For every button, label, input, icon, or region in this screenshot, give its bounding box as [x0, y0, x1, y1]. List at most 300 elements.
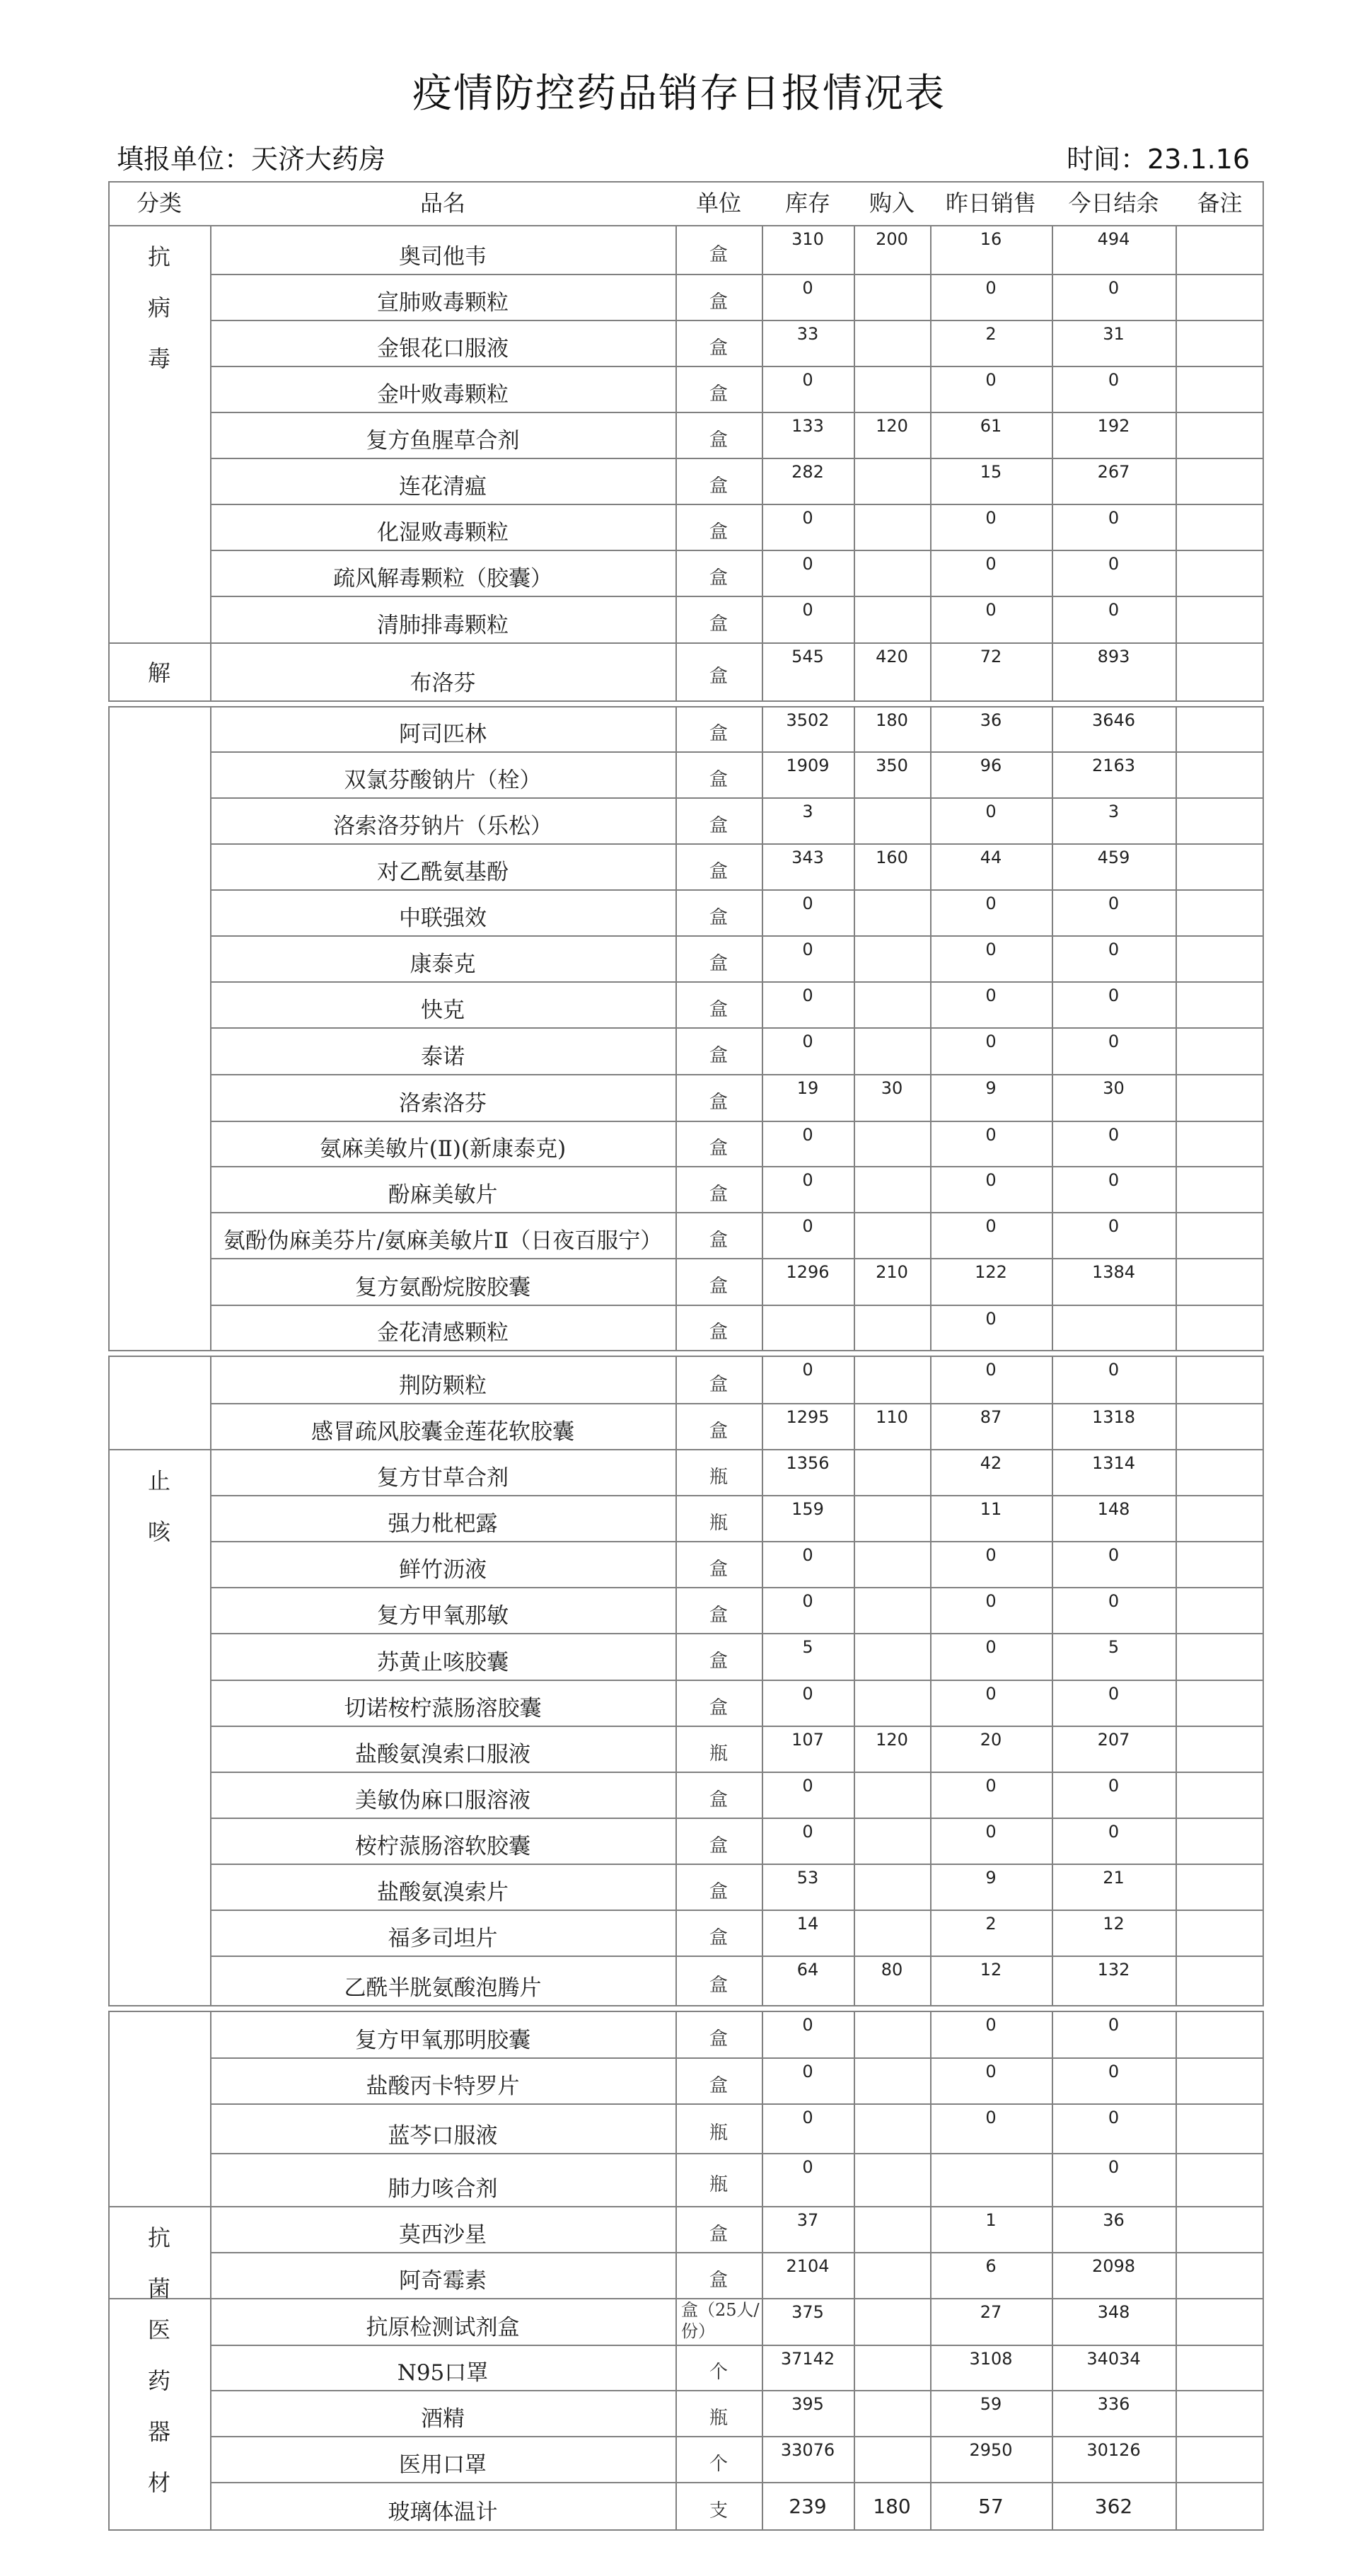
balance-value: 21	[1103, 1868, 1125, 1888]
grid-line	[210, 889, 1264, 891]
category-char: 药	[147, 2367, 170, 2394]
unit-cell: 盒	[709, 1420, 728, 1442]
drug-name: 阿司匹林	[399, 722, 487, 747]
category-char: 器	[147, 2418, 170, 2445]
category-char: 医	[147, 2316, 170, 2343]
drug-name: 切诺桉柠蒎肠溶胶囊	[344, 1696, 542, 1721]
purchase-value: 210	[876, 1262, 908, 1282]
sold-value: 0	[985, 1360, 997, 1380]
drug-name: 桉柠蒎肠溶软胶囊	[355, 1834, 530, 1859]
sold-value: 0	[985, 1545, 997, 1565]
unit-cell: 盒	[709, 521, 728, 543]
grid-line	[210, 366, 1264, 367]
balance-value: 34034	[1086, 2349, 1141, 2369]
sold-value: 12	[980, 1960, 1002, 1980]
unit-cell: 盒	[709, 952, 728, 974]
sold-value: 0	[985, 1032, 997, 1051]
grid-line	[210, 550, 1264, 551]
unit-cell: 瓶	[709, 1466, 728, 1488]
drug-name: 盐酸氨溴索片	[377, 1880, 509, 1905]
balance-value: 1314	[1091, 1453, 1136, 1473]
category-char: 毒	[147, 345, 170, 372]
drug-name: 蓝芩口服液	[388, 2123, 498, 2149]
sold-value: 9	[985, 1078, 997, 1098]
sold-value: 20	[980, 1730, 1002, 1750]
unit-cell: 盒	[709, 768, 728, 790]
grid-line	[210, 1864, 1264, 1865]
balance-value: 0	[1108, 2157, 1120, 2177]
drug-name: 医用口罩	[399, 2452, 487, 2478]
sold-value: 2	[985, 324, 997, 344]
balance-value: 3	[1108, 802, 1120, 821]
drug-name: 连花清瘟	[399, 474, 487, 499]
balance-value: 192	[1097, 416, 1130, 436]
sold-value: 11	[980, 1499, 1002, 1519]
sold-value: 0	[985, 2108, 997, 2127]
stock-value: 0	[802, 894, 813, 913]
stock-value: 0	[802, 2062, 813, 2081]
balance-value: 0	[1108, 1125, 1120, 1145]
sold-value: 0	[985, 2062, 997, 2081]
grid-line	[210, 843, 1264, 845]
drug-name: 玻璃体温计	[388, 2500, 498, 2525]
unit-cell: 盒（25人/份）	[681, 2300, 760, 2341]
drug-name: 强力枇杷露	[388, 1511, 498, 1537]
grid-line	[210, 1726, 1264, 1727]
grid-line	[210, 1633, 1264, 1634]
stock-value: 19	[796, 1078, 819, 1098]
grid-line	[210, 1495, 1264, 1496]
stock-value: 0	[802, 600, 813, 620]
grid-line	[210, 274, 1264, 275]
drug-name: N95口罩	[397, 2360, 489, 2386]
stock-value: 0	[802, 2108, 813, 2127]
sold-value: 0	[985, 1216, 997, 1236]
stock-value: 159	[791, 1499, 824, 1519]
sold-value: 0	[985, 600, 997, 620]
unit-cell: 盒	[709, 1373, 728, 1395]
stock-value: 0	[802, 1776, 813, 1796]
sold-value: 0	[985, 370, 997, 390]
sold-value: 0	[985, 1170, 997, 1190]
balance-value: 1318	[1091, 1407, 1136, 1427]
sold-value: 0	[985, 1684, 997, 1704]
grid-line	[210, 935, 1264, 937]
drug-name: 氨酚伪麻美芬片/氨麻美敏片Ⅱ（日夜百服宁）	[223, 1228, 663, 1254]
drug-name: 阿奇霉素	[399, 2268, 487, 2294]
sold-value: 57	[978, 2494, 1004, 2518]
unit-cell: 瓶	[709, 1743, 728, 1764]
unit-cell: 盒	[709, 383, 728, 405]
grid-line	[210, 2153, 1264, 2154]
sold-value: 0	[985, 1776, 997, 1796]
header-category: 分类	[136, 190, 182, 216]
drug-name: 复方氨酚烷胺胶囊	[355, 1275, 530, 1300]
grid-line	[854, 225, 855, 700]
grid-line	[108, 2206, 1264, 2207]
stock-value: 37	[796, 2210, 819, 2230]
balance-value: 893	[1097, 647, 1130, 666]
unit-cell: 盒	[709, 1835, 728, 1856]
drug-name: 复方甲氧那明胶囊	[355, 2028, 530, 2053]
drug-name: 福多司坦片	[388, 1926, 498, 1951]
unit-cell: 盒	[709, 1927, 728, 1948]
sold-value: 0	[985, 278, 997, 298]
header-sold-yesterday: 昨日销售	[945, 190, 1036, 216]
sold-value: 9	[985, 1868, 997, 1888]
grid-line	[210, 2252, 1264, 2253]
grid-line	[210, 2057, 1264, 2059]
stock-value: 1909	[786, 756, 830, 775]
header-unit: 单位	[695, 190, 741, 216]
purchase-value: 180	[876, 710, 908, 730]
drug-name: 乙酰半胱氨酸泡腾片	[344, 1975, 542, 2001]
grid-line	[210, 1910, 1264, 1911]
sold-value: 16	[980, 229, 1002, 249]
unit-cell: 瓶	[709, 2407, 728, 2429]
drug-name: 宣肺败毒颗粒	[377, 290, 509, 316]
unit-cell: 支	[709, 2500, 728, 2522]
header-stock: 库存	[784, 190, 830, 216]
sold-value: 0	[985, 508, 997, 528]
stock-value: 282	[791, 462, 824, 482]
balance-value: 0	[1108, 600, 1120, 620]
drug-name: 氨麻美敏片(Ⅱ)(新康泰克)	[319, 1136, 567, 1162]
balance-value: 0	[1108, 2108, 1120, 2127]
unit-cell: 盒	[709, 1276, 728, 1297]
stock-value: 375	[791, 2302, 824, 2322]
stock-value: 1356	[786, 1453, 830, 1473]
purchase-value: 110	[876, 1407, 908, 1427]
drug-name: 清肺排毒颗粒	[377, 613, 509, 638]
category-char: 菌	[147, 2275, 170, 2302]
balance-value: 0	[1108, 1032, 1120, 1051]
category-char: 止	[147, 1467, 170, 1494]
stock-value: 107	[791, 1730, 824, 1750]
stock-value: 3	[802, 802, 813, 821]
balance-value: 494	[1097, 229, 1130, 249]
stock-value: 64	[796, 1960, 819, 1980]
drug-name: 对乙酰氨基酚	[377, 860, 509, 885]
unit-cell: 盒	[709, 243, 728, 265]
unit-cell: 盒	[709, 906, 728, 928]
sold-value: 1	[985, 2210, 997, 2230]
balance-value: 31	[1103, 324, 1125, 344]
category-char: 解	[147, 659, 170, 686]
stock-value: 0	[802, 986, 813, 1005]
drug-name: 洛索洛芬	[399, 1091, 487, 1116]
sold-value: 0	[985, 940, 997, 959]
stock-value: 33	[796, 324, 819, 344]
drug-name: 复方鱼腥草合剂	[366, 428, 520, 454]
unit-cell: 瓶	[709, 2122, 728, 2144]
grid-line	[1176, 2011, 1177, 2529]
sold-value: 0	[985, 2015, 997, 2035]
sold-value: 0	[985, 1637, 997, 1657]
grid-line	[210, 1166, 1264, 1167]
drug-name: 肺力咳合剂	[388, 2176, 498, 2202]
sold-value: 6	[985, 2256, 997, 2276]
grid-line	[210, 1403, 1264, 1404]
unit-cell: 个	[709, 2362, 728, 2383]
stock-value: 239	[789, 2494, 827, 2518]
drug-name: 盐酸丙卡特罗片	[366, 2074, 520, 2099]
drug-name: 洛索洛芬钠片（乐松）	[333, 814, 552, 839]
stock-value: 3502	[786, 710, 830, 730]
report-date: 时间：23.1.16	[1066, 144, 1250, 175]
sold-value: 0	[985, 1822, 997, 1842]
balance-value: 348	[1097, 2302, 1130, 2322]
balance-value: 362	[1094, 2494, 1133, 2518]
purchase-value: 160	[876, 848, 908, 867]
balance-value: 5	[1108, 1637, 1120, 1657]
unit-cell: 盒	[709, 475, 728, 497]
drug-name: 复方甲氧那敏	[377, 1603, 509, 1629]
sold-value: 61	[980, 416, 1002, 436]
category-char: 抗	[147, 2224, 170, 2251]
sold-value: 0	[985, 802, 997, 821]
stock-value: 1296	[786, 1262, 830, 1282]
grid-line	[210, 1305, 1264, 1306]
balance-value: 2098	[1091, 2256, 1136, 2276]
grid-line	[210, 981, 1264, 983]
grid-line	[210, 320, 1264, 321]
grid-line	[854, 2011, 855, 2529]
sold-value: 0	[985, 1309, 997, 1329]
balance-value: 2163	[1091, 756, 1136, 775]
grid-line	[210, 1680, 1264, 1681]
header-remarks: 备注	[1197, 190, 1243, 216]
category-char: 材	[147, 2469, 170, 2496]
unit-cell: 盒	[709, 613, 728, 635]
stock-value: 310	[791, 229, 824, 249]
unit-cell: 盒	[709, 860, 728, 882]
grid-line	[210, 1074, 1264, 1075]
stock-value: 37142	[780, 2349, 835, 2369]
purchase-value: 120	[876, 1730, 908, 1750]
sold-value: 87	[980, 1407, 1002, 1427]
stock-value: 14	[796, 1914, 819, 1934]
sold-value: 2950	[969, 2440, 1013, 2460]
sold-value: 72	[980, 647, 1002, 666]
purchase-value: 350	[876, 756, 908, 775]
stock-value: 0	[802, 1170, 813, 1190]
grid-line	[210, 504, 1264, 505]
sold-value: 42	[980, 1453, 1002, 1473]
stock-value: 0	[802, 1684, 813, 1704]
stock-value: 5	[802, 1637, 813, 1657]
unit-cell: 盒	[709, 1604, 728, 1626]
grid-line	[210, 1956, 1264, 1957]
stock-value: 0	[802, 1360, 813, 1380]
stock-value: 0	[802, 370, 813, 390]
balance-value: 336	[1097, 2394, 1130, 2414]
drug-name: 莫西沙星	[399, 2222, 487, 2248]
unit-cell: 盒	[709, 1975, 728, 1996]
purchase-value: 180	[873, 2494, 911, 2518]
drug-name: 康泰克	[410, 952, 476, 977]
grid-line	[210, 1587, 1264, 1588]
grid-line	[210, 2103, 1264, 2105]
unit-cell: 盒	[709, 337, 728, 359]
sold-value: 122	[975, 1262, 1007, 1282]
header-purchase: 购入	[869, 190, 915, 216]
stock-value: 0	[802, 1032, 813, 1051]
grid-line	[210, 751, 1264, 753]
drug-name: 酚麻美敏片	[388, 1182, 498, 1208]
balance-value: 0	[1108, 1170, 1120, 1190]
page-title: 疫情防控药品销存日报情况表	[412, 71, 946, 117]
unit-cell: 盒	[709, 666, 728, 687]
purchase-value: 200	[876, 229, 908, 249]
balance-value: 0	[1108, 1776, 1120, 1796]
grid-line	[210, 2482, 1264, 2483]
stock-value: 0	[802, 1822, 813, 1842]
stock-value: 53	[796, 1868, 819, 1888]
grid-line	[210, 1121, 1264, 1122]
sold-value: 0	[985, 1591, 997, 1611]
stock-value: 0	[802, 1545, 813, 1565]
balance-value: 0	[1108, 278, 1120, 298]
unit-cell: 盒	[709, 1322, 728, 1343]
drug-name: 双氯芬酸钠片（栓）	[344, 768, 542, 793]
unit-cell: 盒	[709, 1092, 728, 1113]
balance-value: 36	[1103, 2210, 1125, 2230]
purchase-value: 30	[881, 1078, 903, 1098]
balance-value: 0	[1108, 2062, 1120, 2081]
balance-value: 0	[1108, 554, 1120, 574]
balance-value: 459	[1097, 848, 1130, 867]
sold-value: 44	[980, 848, 1002, 867]
sold-value: 0	[985, 554, 997, 574]
unit-cell: 盒	[709, 2269, 728, 2291]
stock-value: 395	[791, 2394, 824, 2414]
grid-line	[108, 642, 1264, 644]
unit-cell: 盒	[709, 1881, 728, 1902]
drug-name: 金叶败毒颗粒	[377, 382, 509, 408]
unit-cell: 盒	[709, 567, 728, 589]
drug-name: 布洛芬	[410, 671, 476, 696]
unit-cell: 盒	[709, 1229, 728, 1251]
balance-value: 30	[1103, 1078, 1125, 1098]
stock-value: 1295	[786, 1407, 830, 1427]
unit-cell: 盒	[709, 1697, 728, 1719]
balance-value: 30126	[1086, 2440, 1141, 2460]
sold-value: 15	[980, 462, 1002, 482]
unit-cell: 盒	[709, 723, 728, 744]
stock-value: 0	[802, 554, 813, 574]
grid-line	[1176, 225, 1177, 700]
unit-cell: 盒	[709, 998, 728, 1020]
stock-value: 133	[791, 416, 824, 436]
grid-line	[210, 1772, 1264, 1773]
sold-value: 3108	[969, 2349, 1013, 2369]
drug-name: 美敏伪麻口服溶液	[355, 1788, 530, 1813]
header-balance-today: 今日结余	[1068, 190, 1159, 216]
stock-value: 0	[802, 1591, 813, 1611]
purchase-value: 420	[876, 647, 908, 666]
category-char: 抗	[147, 243, 170, 270]
unit-cell: 瓶	[709, 1512, 728, 1534]
sold-value: 36	[980, 710, 1002, 730]
unit-cell: 盒	[709, 1558, 728, 1580]
drug-name: 化湿败毒颗粒	[377, 520, 509, 545]
sold-value: 0	[985, 1125, 997, 1145]
grid-line	[210, 596, 1264, 597]
header-name: 品名	[419, 190, 465, 216]
category-char: 咳	[147, 1518, 170, 1545]
balance-value: 0	[1108, 894, 1120, 913]
balance-value: 0	[1108, 1822, 1120, 1842]
drug-name: 感冒疏风胶囊金莲花软胶囊	[311, 1419, 574, 1445]
drug-name: 金银花口服液	[377, 336, 509, 362]
balance-value: 132	[1097, 1960, 1130, 1980]
sold-value: 27	[980, 2302, 1002, 2322]
unit-cell: 盒	[709, 429, 728, 451]
unit-cell: 瓶	[709, 2173, 728, 2195]
stock-value: 0	[802, 2157, 813, 2177]
drug-name: 盐酸氨溴索口服液	[355, 1742, 530, 1767]
balance-value: 0	[1108, 940, 1120, 959]
unit-cell: 盒	[709, 814, 728, 836]
grid-line	[210, 412, 1264, 413]
balance-value: 207	[1097, 1730, 1130, 1750]
drug-name: 抗原检测试剂盒	[366, 2315, 520, 2340]
balance-value: 267	[1097, 462, 1130, 482]
category-char: 病	[147, 294, 170, 321]
balance-value: 0	[1108, 986, 1120, 1005]
balance-value: 3646	[1091, 710, 1136, 730]
sold-value: 96	[980, 756, 1002, 775]
grid-line	[210, 797, 1264, 799]
unit-cell: 个	[709, 2453, 728, 2475]
drug-name: 复方甘草合剂	[377, 1465, 509, 1491]
grid-line	[210, 1818, 1264, 1819]
drug-name: 奥司他韦	[399, 244, 487, 270]
stock-value: 2104	[786, 2256, 830, 2276]
stock-value: 0	[802, 508, 813, 528]
sold-value: 2	[985, 1914, 997, 1934]
stock-value: 0	[802, 2015, 813, 2035]
balance-value: 0	[1108, 2015, 1120, 2035]
grid-line	[210, 1212, 1264, 1213]
drug-name: 金花清感颗粒	[377, 1320, 509, 1346]
reporting-unit: 填报单位：天济大药房	[117, 144, 386, 175]
grid-line	[108, 1449, 1264, 1450]
stock-value: 33076	[780, 2440, 835, 2460]
drug-name: 苏黄止咳胶囊	[377, 1650, 509, 1675]
drug-name: 酒精	[421, 2406, 465, 2432]
balance-value: 0	[1108, 1591, 1120, 1611]
balance-value: 0	[1108, 1360, 1120, 1380]
drug-name: 荆防颗粒	[399, 1373, 487, 1399]
stock-value: 0	[802, 1125, 813, 1145]
stock-value: 0	[802, 940, 813, 959]
unit-cell: 盒	[709, 1651, 728, 1672]
unit-cell: 盒	[709, 291, 728, 313]
grid-line	[210, 2436, 1264, 2437]
grid-line	[210, 2345, 1264, 2346]
stock-value: 343	[791, 848, 824, 867]
balance-value: 0	[1108, 1216, 1120, 1236]
sold-value: 59	[980, 2394, 1002, 2414]
drug-name: 中联强效	[399, 906, 487, 931]
drug-name: 快克	[421, 998, 465, 1023]
stock-value: 545	[791, 647, 824, 666]
stock-value: 0	[802, 278, 813, 298]
unit-cell: 盒	[709, 1789, 728, 1810]
grid-line	[210, 1541, 1264, 1542]
